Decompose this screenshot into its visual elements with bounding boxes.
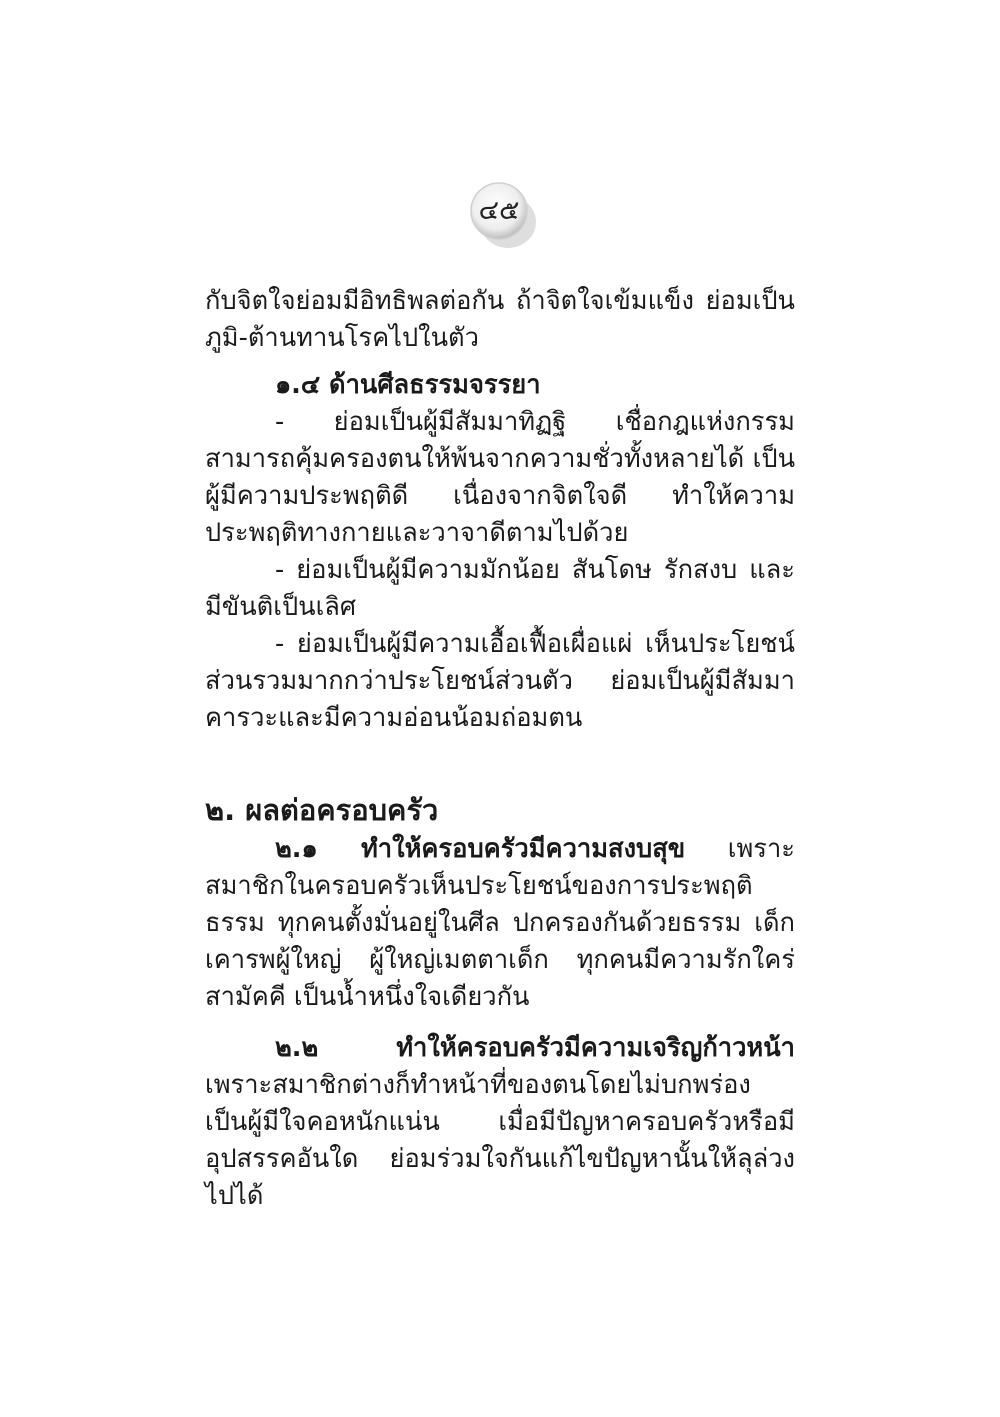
paragraph-2-1-title: ๒.๑ ทำให้ครอบครัวมีความสงบสุข xyxy=(275,834,686,864)
paragraph-continuation: กับจิตใจย่อมมีอิทธิพลต่อกัน ถ้าจิตใจเข้มแข็ง ย่อมเป็นภูมิ-ต้านทานโรคไปในตัว xyxy=(205,286,795,353)
paragraph-2-2-body: เพราะสมาชิกต่างก็ทำหน้าที่ของตนโดยไม่บกพร่อง เป็นผู้มีใจคอหนักแน่น เมื่อมีปัญหาครอบครัวหรือมีอุปสรรคอันใด ย่อมร่วมใจกันแก้ไขปัญหานั้นให้ลุล่วงไปได้ xyxy=(205,1070,795,1211)
subsection-heading-1-4: ๑.๔ ด้านศีลธรรมจรรยา xyxy=(275,370,541,400)
paragraph-2-2-title: ๒.๒ ทำให้ครอบครัวมีความเจริญก้าวหน้า xyxy=(275,1033,795,1063)
list-item: - ย่อมเป็นผู้มีสัมมาทิฏฐิ เชื่อกฎแห่งกรรม สามารถคุ้มครองตนให้พ้นจากความชั่วทั้งหลายได้ เป็นผู้มีความประพฤติดี เนื่องจากจิตใจดี ทำให้ความประพฤติทางกายและวาจาดีตามไปด้วย xyxy=(205,407,795,548)
document-body xyxy=(205,283,795,1215)
paragraph-2-2 xyxy=(205,1030,795,1215)
list-item: - ย่อมเป็นผู้มีความมักน้อย สันโดษ รักสงบ และมีขันติเป็นเลิศ xyxy=(205,555,795,622)
section-heading-2: ๒. ผลต่อครอบครัว xyxy=(205,793,439,827)
paragraph-2-1-body: เพราะสมาชิกในครอบครัวเห็นประโยชน์ของการประพฤติธรรม ทุกคนตั้งมั่นอยู่ในศีล ปกครองกันด้วยธรรม เด็กเคารพผู้ใหญ่ ผู้ใหญ่เมตตาเด็ก ทุกคนมีความรักใคร่สามัคคี เป็นน้ำหนึ่งใจเดียวกัน xyxy=(205,834,795,1012)
list-item: - ย่อมเป็นผู้มีความเอื้อเฟื้อเผื่อแผ่ เห็นประโยชน์ส่วนรวมมากกว่าประโยชน์ส่วนตัว ย่อมเป็นผู้มีสัมมาคารวะและมีความอ่อนน้อมถ่อมตน xyxy=(205,629,795,733)
page-number: ๔๕ xyxy=(478,195,520,226)
paragraph-2-1 xyxy=(205,831,795,1016)
